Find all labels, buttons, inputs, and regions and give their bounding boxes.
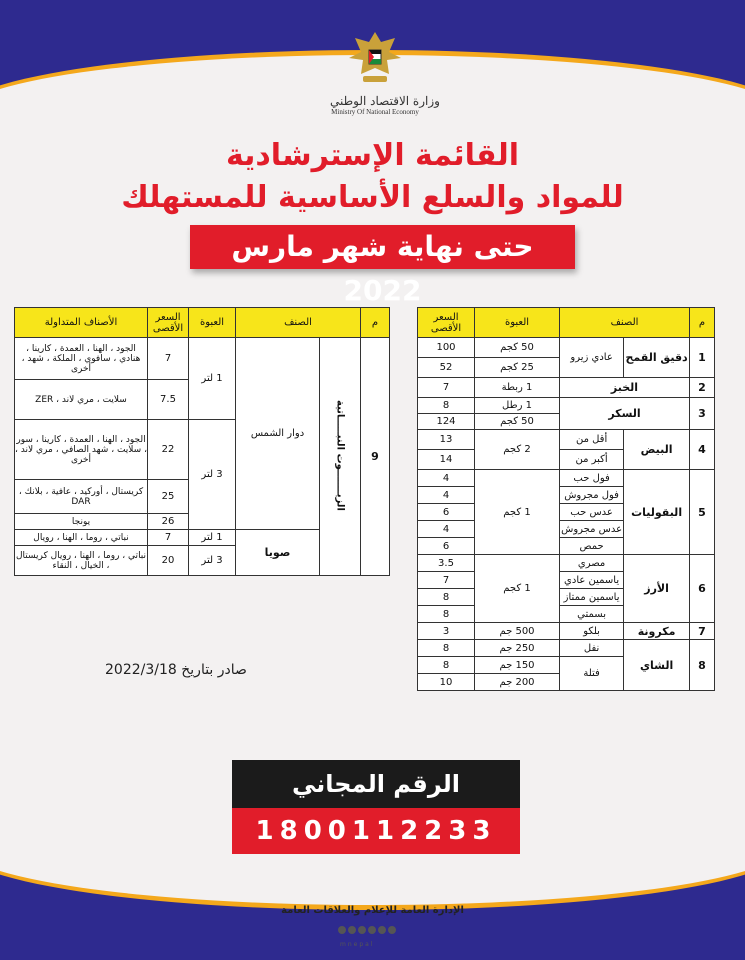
price-cell: 4 bbox=[418, 521, 475, 538]
pack-cell: 1 كجم bbox=[475, 555, 560, 623]
category-cell: الخبز bbox=[560, 378, 690, 398]
col-header-pack: العبوة bbox=[475, 308, 560, 338]
pack-cell: 50 كجم bbox=[475, 338, 560, 358]
row-num: 7 bbox=[690, 623, 715, 640]
instagram-icon[interactable] bbox=[358, 926, 366, 934]
pack-cell: 200 جم bbox=[475, 674, 560, 691]
col-header-num: م bbox=[690, 308, 715, 338]
price-cell: 7 bbox=[418, 378, 475, 398]
title-line-2: للمواد والسلع الأساسية للمستهلك bbox=[121, 180, 624, 215]
price-table-left bbox=[14, 307, 390, 576]
brands-cell: سلايت ، مري لاند ، ZER bbox=[15, 380, 148, 420]
pack-cell: 25 كجم bbox=[475, 358, 560, 378]
pack-cell: 50 كجم bbox=[475, 414, 560, 430]
brands-cell: يونجا bbox=[15, 514, 148, 530]
subcategory-cell: فول حب bbox=[560, 470, 624, 487]
price-cell: 6 bbox=[418, 504, 475, 521]
category-cell: السكر bbox=[560, 398, 690, 430]
price-cell: 8 bbox=[418, 606, 475, 623]
subcategory-cell: بلكو bbox=[560, 623, 624, 640]
price-cell: 100 bbox=[418, 338, 475, 358]
price-cell: 10 bbox=[418, 674, 475, 691]
category-cell: الشاي bbox=[624, 640, 690, 691]
title-banner: حتى نهاية شهر مارس 2022 bbox=[190, 225, 575, 269]
ministry-name-ar: وزارة الاقتصاد الوطني bbox=[330, 94, 440, 108]
col-header-price: السعر الأقصى bbox=[148, 308, 189, 338]
col-header-category: الصنف bbox=[236, 308, 361, 338]
col-header-price: السعر الأقصى bbox=[418, 308, 475, 338]
price-cell: 7 bbox=[148, 338, 189, 380]
subcategory-cell: عدس مجروش bbox=[560, 521, 624, 538]
price-cell: 22 bbox=[148, 420, 189, 480]
price-cell: 8 bbox=[418, 589, 475, 606]
subcategory-cell: ياسمين عادي bbox=[560, 572, 624, 589]
pack-cell: 1 كجم bbox=[475, 470, 560, 555]
brands-cell: كريستال ، أوركيد ، عافية ، بلانك ، DAR bbox=[15, 480, 148, 514]
pack-cell: 500 جم bbox=[475, 623, 560, 640]
category-cell: الأرز bbox=[624, 555, 690, 623]
free-number-label: الرقم المجاني bbox=[232, 760, 520, 808]
price-cell: 8 bbox=[418, 398, 475, 414]
price-cell: 6 bbox=[418, 538, 475, 555]
col-header-category: الصنف bbox=[560, 308, 690, 338]
subcategory-cell: عدس حب bbox=[560, 504, 624, 521]
price-cell: 52 bbox=[418, 358, 475, 378]
row-num: 6 bbox=[690, 555, 715, 623]
web-icon[interactable] bbox=[388, 926, 396, 934]
pack-cell: 1 لتر bbox=[189, 338, 236, 420]
price-table-right bbox=[417, 307, 715, 691]
row-num: 3 bbox=[690, 398, 715, 430]
subcategory-cell: بسمتي bbox=[560, 606, 624, 623]
pack-cell: 2 كجم bbox=[475, 430, 560, 470]
price-cell: 14 bbox=[418, 450, 475, 470]
facebook-icon[interactable] bbox=[338, 926, 346, 934]
row-num: 2 bbox=[690, 378, 715, 398]
subcategory-cell: عادي زيرو bbox=[560, 338, 624, 378]
oils-category-label: الزيـــــــوت النبـــــاتية bbox=[334, 399, 346, 511]
pack-cell: 1 ربطة bbox=[475, 378, 560, 398]
ministry-logo bbox=[330, 28, 440, 126]
soy-cell: صويا bbox=[236, 530, 320, 576]
brands-cell: الجود ، الهنا ، العمدة ، كارينا ، سور ، سلايت ، شهد الصافي ، مري لاند ، أخرى bbox=[15, 420, 148, 480]
category-cell: البيض bbox=[624, 430, 690, 470]
price-cell: 26 bbox=[148, 514, 189, 530]
subcategory-cell: أقل من bbox=[560, 430, 624, 450]
brands-cell: الجود ، الهنا ، العمدة ، كارينا ، هنادي ، سافوي ، الملكة ، شهد ، أخرى bbox=[15, 338, 148, 380]
price-cell: 4 bbox=[418, 487, 475, 504]
row-num: 8 bbox=[690, 640, 715, 691]
brands-cell: نباتي ، روما ، الهنا ، رويال bbox=[15, 530, 148, 546]
row-num: 9 bbox=[361, 338, 390, 576]
sunflower-cell: دوار الشمس bbox=[236, 338, 320, 530]
category-cell: مكرونة bbox=[624, 623, 690, 640]
price-cell: 8 bbox=[418, 640, 475, 657]
subcategory-cell: فتلة bbox=[560, 657, 624, 691]
price-cell: 7 bbox=[418, 572, 475, 589]
twitter-icon[interactable] bbox=[348, 926, 356, 934]
price-cell: 7.5 bbox=[148, 380, 189, 420]
social-icons bbox=[338, 926, 396, 934]
pack-cell: 3 لتر bbox=[189, 420, 236, 530]
row-num: 1 bbox=[690, 338, 715, 378]
price-cell: 20 bbox=[148, 546, 189, 576]
pack-cell: 3 لتر bbox=[189, 546, 236, 576]
pack-cell: 1 رطل bbox=[475, 398, 560, 414]
price-cell: 3.5 bbox=[418, 555, 475, 572]
footer-department: الإدارة العامة للإعلام والعلاقات العامة bbox=[281, 905, 464, 916]
issued-date: صادر بتاريخ 2022/3/18 bbox=[105, 662, 247, 678]
price-cell: 7 bbox=[148, 530, 189, 546]
subcategory-cell: نفل bbox=[560, 640, 624, 657]
ministry-name-en: Ministry Of National Economy bbox=[331, 108, 419, 116]
price-cell: 8 bbox=[418, 657, 475, 674]
price-cell: 3 bbox=[418, 623, 475, 640]
brands-cell: نباتي ، روما ، الهنا ، رويال كريستال ، الخيال ، النقاء bbox=[15, 546, 148, 576]
price-cell: 25 bbox=[148, 480, 189, 514]
col-header-pack: العبوة bbox=[189, 308, 236, 338]
telegram-icon[interactable] bbox=[378, 926, 386, 934]
row-num: 5 bbox=[690, 470, 715, 555]
title-line-1: القائمة الإسترشادية bbox=[225, 138, 520, 173]
price-cell: 4 bbox=[418, 470, 475, 487]
row-num: 4 bbox=[690, 430, 715, 470]
subcategory-cell: حمص bbox=[560, 538, 624, 555]
pack-cell: 150 جم bbox=[475, 657, 560, 674]
social-handle: mnepal bbox=[340, 941, 375, 948]
subcategory-cell: فول مجروش bbox=[560, 487, 624, 504]
subcategory-cell: ياسمين ممتاز bbox=[560, 589, 624, 606]
pack-cell: 1 لتر bbox=[189, 530, 236, 546]
eagle-emblem-icon bbox=[345, 28, 405, 88]
category-cell bbox=[320, 338, 361, 576]
subcategory-cell: أكبر من bbox=[560, 450, 624, 470]
free-number-value[interactable]: 1800112233 bbox=[232, 808, 520, 854]
price-cell: 13 bbox=[418, 430, 475, 450]
subcategory-cell: مصري bbox=[560, 555, 624, 572]
category-cell: دقيق القمح bbox=[624, 338, 690, 378]
youtube-icon[interactable] bbox=[368, 926, 376, 934]
price-cell: 124 bbox=[418, 414, 475, 430]
pack-cell: 250 جم bbox=[475, 640, 560, 657]
col-header-brands: الأصناف المتداولة bbox=[15, 308, 148, 338]
col-header-num: م bbox=[361, 308, 390, 338]
category-cell: البقوليات bbox=[624, 470, 690, 555]
